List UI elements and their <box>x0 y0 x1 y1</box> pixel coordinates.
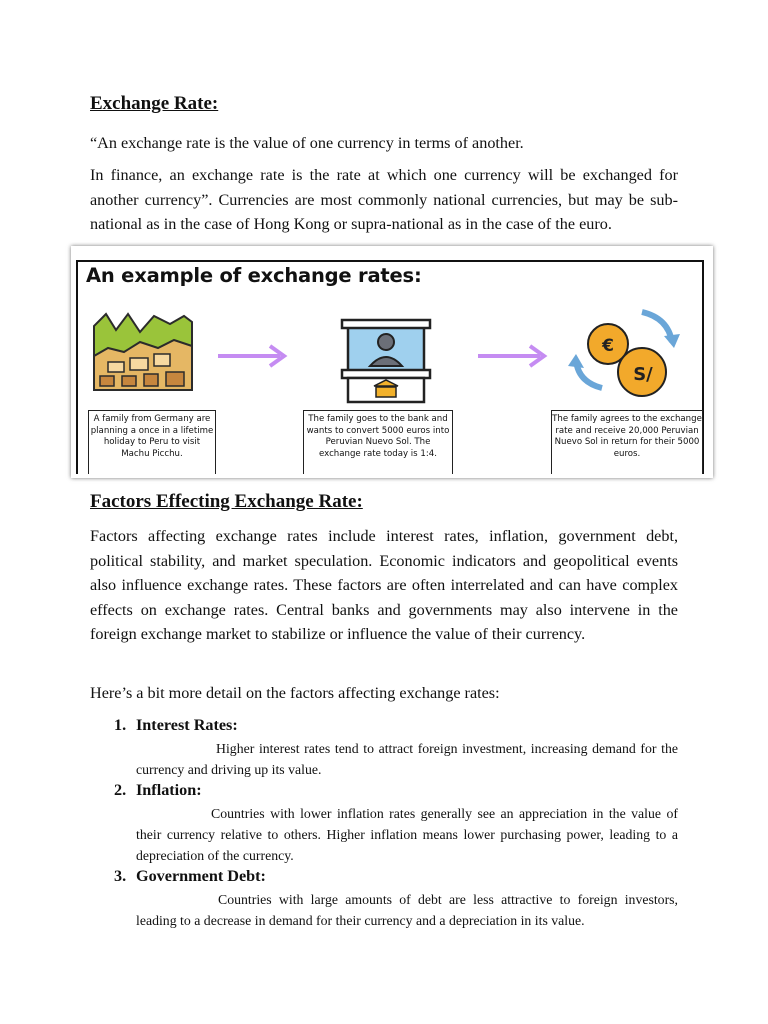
figure-title: An example of exchange rates: <box>86 264 422 287</box>
exchange-rate-example-figure <box>71 246 713 478</box>
currency-exchange-icon <box>568 312 680 396</box>
government-debt-body: Countries with large amounts of debt are less attractive to foreign investors, leading to a decrease in demand for their currency and a depreciation in its value. <box>136 892 678 928</box>
euro-symbol: € <box>602 336 614 356</box>
exchange-rate-heading: Exchange Rate: <box>90 93 219 114</box>
arrow-right-icon <box>218 346 284 366</box>
step-1-caption: A family from Germany are planning a once in a lifetime holiday to Peru to visit Machu Picchu. <box>88 410 216 474</box>
exchange-rate-definition: “An exchange rate is the value of one currency in terms of another. <box>90 134 524 152</box>
factors-intro: Here’s a bit more detail on the factors affecting exchange rates: <box>90 684 500 702</box>
arrow-right-icon <box>478 346 544 366</box>
inflation-title: Inflation: <box>136 781 202 799</box>
figure-frame <box>76 260 704 474</box>
bank-teller-icon <box>342 320 430 402</box>
factors-paragraph: Factors affecting exchange rates include interest rates, inflation, government debt, political stability, and market speculation. Economic indicators and geopolitical events also influence exchange rates. These factors are often interrelated and can have complex effects on exchange rates. Central banks and governments may also intervene in the foreign exchange market to stabilize or influence the value of their currency. <box>90 527 678 643</box>
factors-heading: Factors Effecting Exchange Rate: <box>90 491 363 512</box>
inflation-body: Countries with lower inflation rates generally see an appreciation in the value of their currency relative to others. Higher inflation means lower purchasing power, leading to a depreciation of the currency. <box>136 806 678 863</box>
step-2-caption: The family goes to the bank and wants to convert 5000 euros into Peruvian Nuevo Sol. The exchange rate today is 1:4. <box>303 410 453 474</box>
interest-rates-body: Higher interest rates tend to attract foreign investment, increasing demand for the currency and driving up its value. <box>136 741 678 777</box>
list-item-number: 1. <box>114 716 127 734</box>
interest-rates-title: Interest Rates: <box>136 716 238 734</box>
sol-symbol: S/ <box>633 364 653 385</box>
list-item-number: 2. <box>114 781 127 799</box>
machu-picchu-icon <box>94 314 192 390</box>
step-3-caption: The family agrees to the exchange rate and receive 20,000 Peruvian Nuevo Sol in return for their 5000 euros. <box>551 410 703 474</box>
list-item-number: 3. <box>114 867 127 885</box>
exchange-rate-finance-paragraph: In finance, an exchange rate is the rate at which one currency will be exchanged for another currency”. Currencies are most commonly national currencies, but may be sub-national as in the case of Hong Kong or supra-national as in the case of the euro. <box>90 166 678 233</box>
government-debt-title: Government Debt: <box>136 867 266 885</box>
